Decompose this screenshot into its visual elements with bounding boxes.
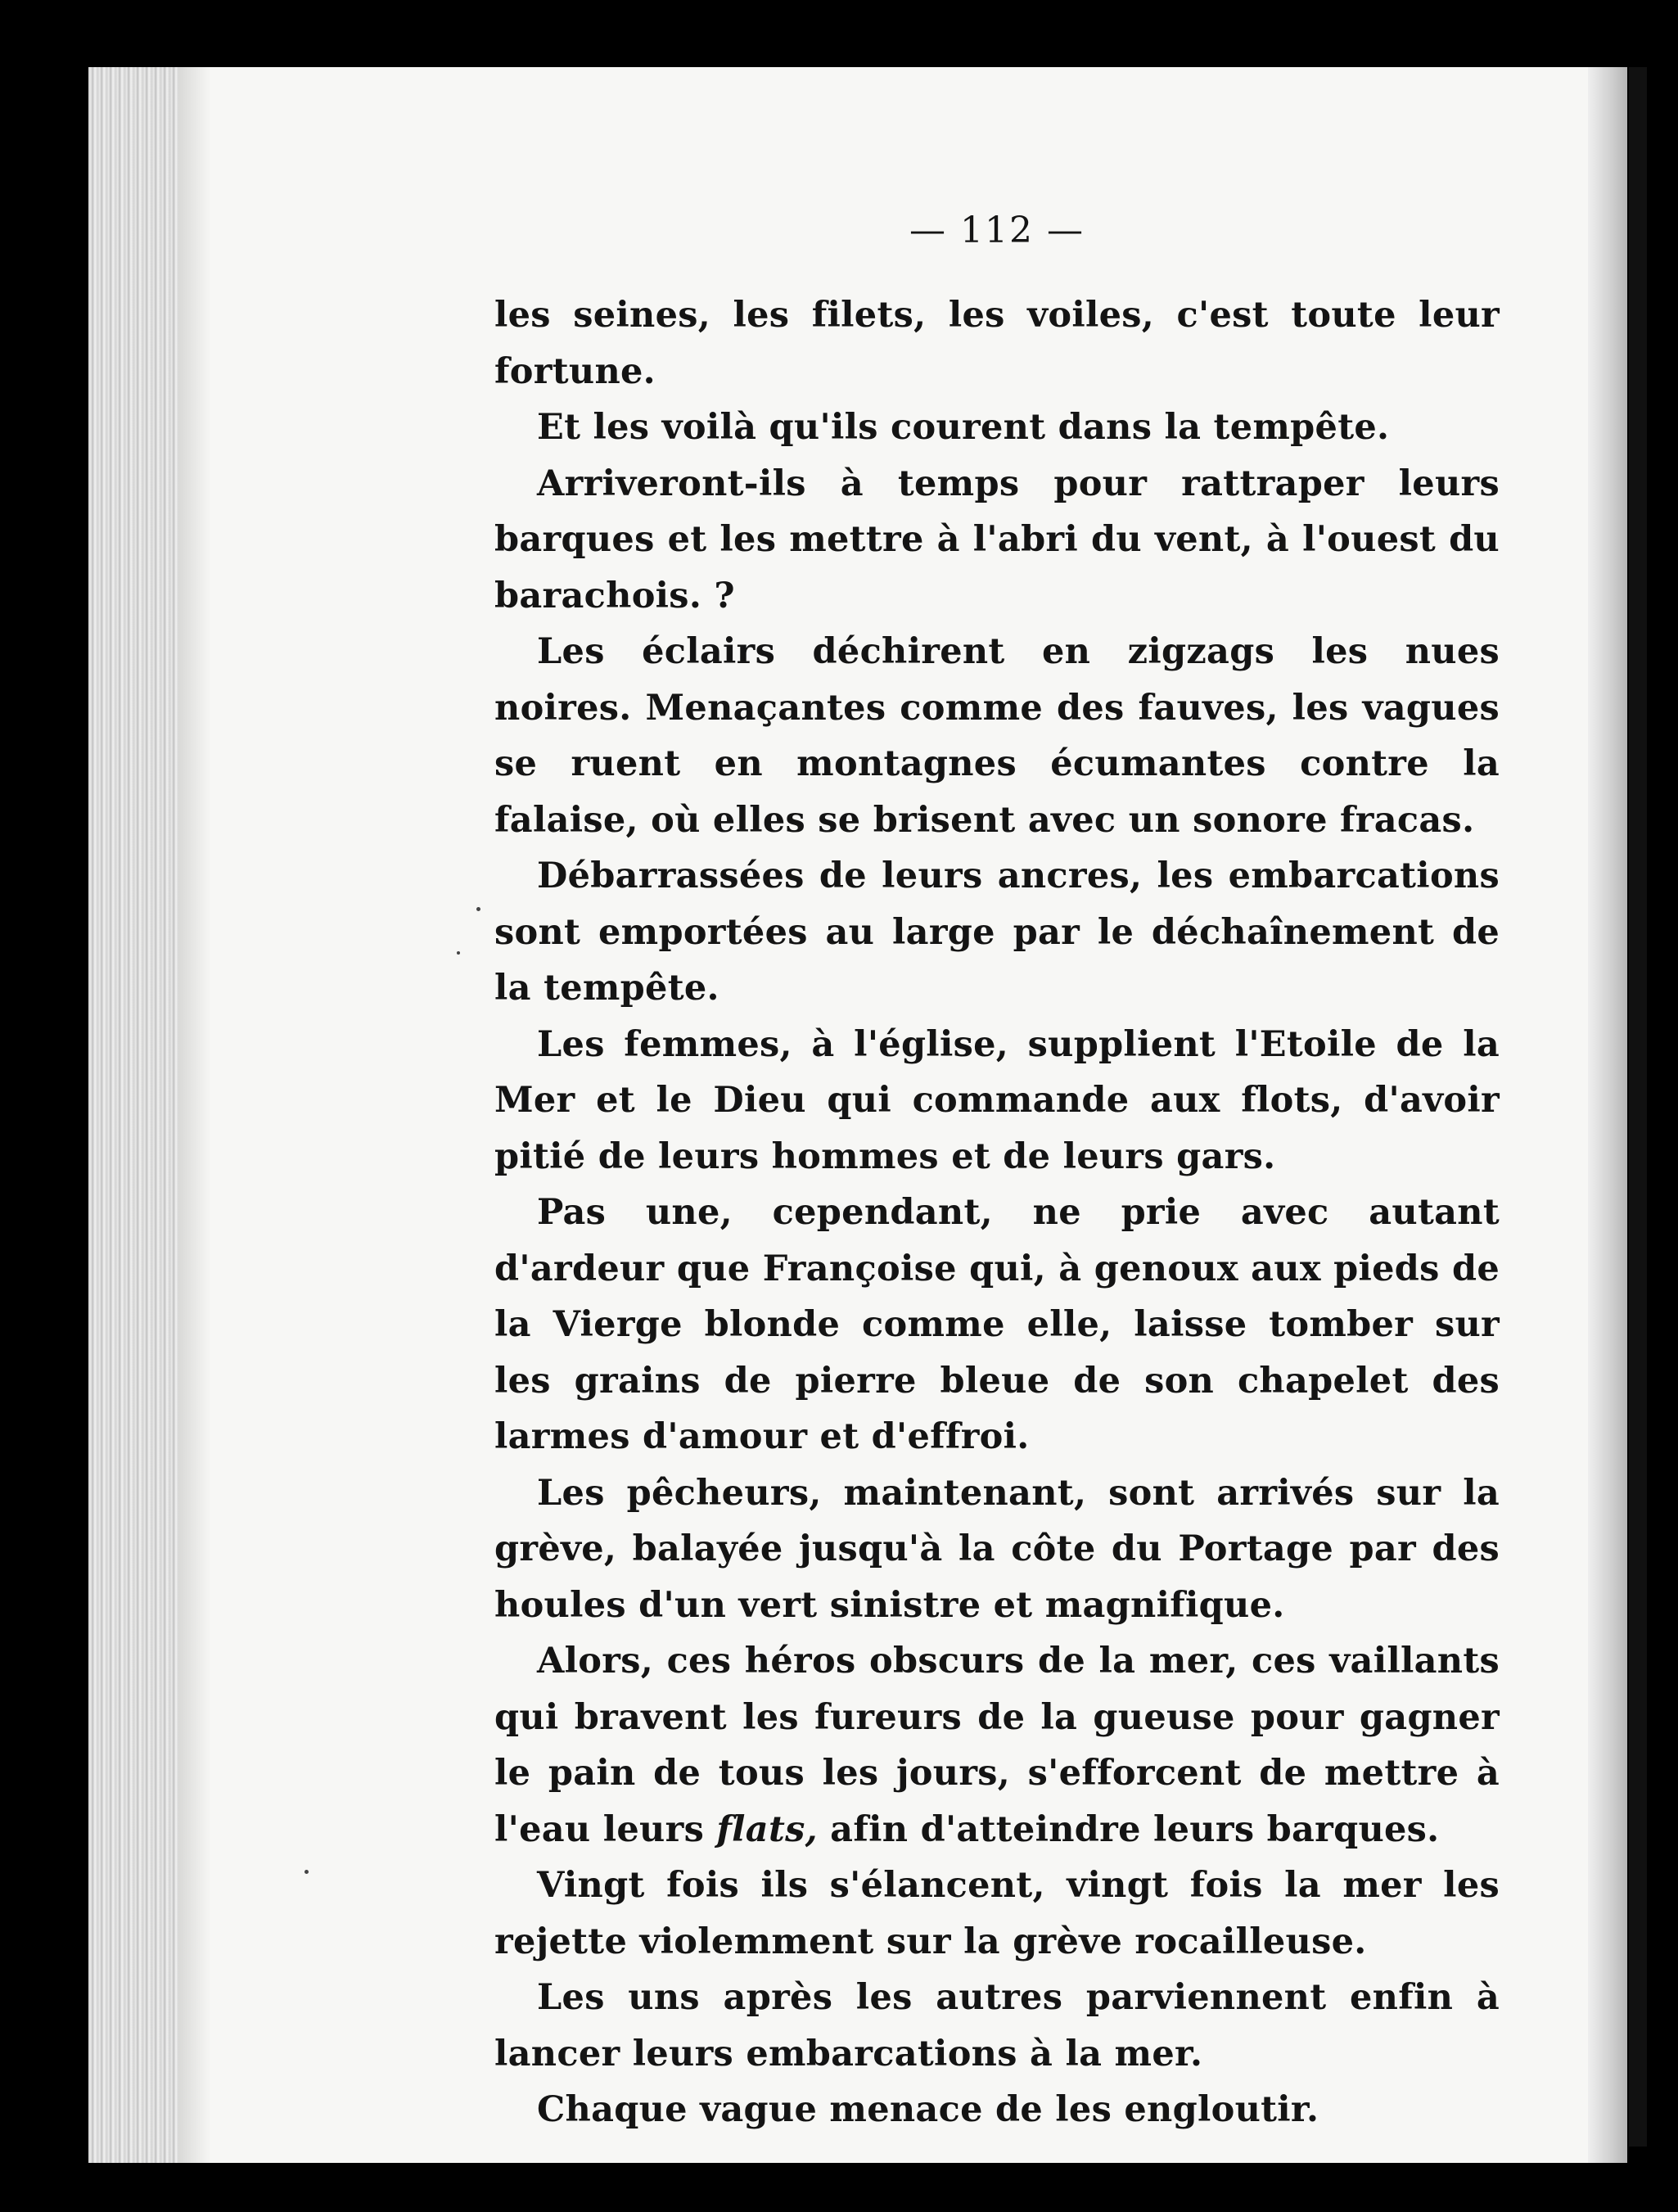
page-edges bbox=[88, 67, 178, 2163]
gutter-shadow bbox=[178, 67, 211, 2163]
page-right-edge bbox=[1588, 67, 1627, 2163]
paragraph-8: Les pêcheurs, maintenant, sont arrivés sur la grève, balayée jusqu'à la côte du Portage par des houles d'un vert sinistre et magnifique. bbox=[494, 1472, 1500, 1626]
paragraph-9-end: afin d'atteindre leurs barques. bbox=[817, 1808, 1440, 1850]
paragraph-4: Les éclairs déchirent en zigzags les nues noires. Menaçantes comme des fauves, les vagues se ruent en montagnes écumantes contre la falaise, où elles se brisent avec un sonore fracas. bbox=[494, 631, 1500, 841]
dust-speck bbox=[476, 907, 480, 911]
paragraph-5: Débarrassées de leurs ancres, les embarcations sont emportées au large par le déchaînement de la tempête. bbox=[494, 855, 1500, 1009]
page-number: — 112 — bbox=[909, 210, 1085, 251]
paragraph-1: les seines, les filets, les voiles, c'est toute leur fortune. bbox=[494, 295, 1500, 392]
dust-speck bbox=[304, 1870, 309, 1874]
paragraph-9 bbox=[494, 1633, 1500, 1858]
binding-shadow bbox=[1629, 67, 1647, 2147]
page-text-block bbox=[494, 147, 1500, 2138]
paragraph-7: Pas une, cependant, ne prie avec autant d'ardeur que Françoise qui, à genoux aux pieds de la Vierge blonde comme elle, laisse tomber sur les grains de pierre bleue de son chapelet des larmes d'amour et d'effroi. bbox=[494, 1192, 1500, 1457]
paragraph-2: Et les voilà qu'ils courent dans la tempête. bbox=[537, 407, 1390, 448]
paragraph-9-start: Alors, ces héros obscurs de la mer, ces vaillants qui bravent les fureurs de la gueuse pour gagner le pain de tous les jours, s'efforcent de mettre à l'eau leurs bbox=[494, 1641, 1500, 1850]
paragraph-11: Les uns après les autres parviennent enfin à lancer leurs embarcations à la mer. bbox=[494, 1977, 1500, 2074]
paragraph-3: Arriveront-ils à temps pour rattraper leurs barques et les mettre à l'abri du vent, à l'ouest du barachois. ? bbox=[494, 463, 1500, 616]
paragraph-6: Les femmes, à l'église, supplient l'Etoile de la Mer et le Dieu qui commande aux flots, d'avoir pitié de leurs hommes et de leurs gars. bbox=[494, 1023, 1500, 1177]
paragraph-12: Chaque vague menace de les engloutir. bbox=[537, 2089, 1319, 2130]
paragraph-10: Vingt fois ils s'élancent, vingt fois la mer les rejette violemment sur la grève rocailleuse. bbox=[494, 1865, 1500, 1962]
italic-word-flats: flats, bbox=[716, 1808, 818, 1850]
dust-speck bbox=[457, 951, 460, 955]
